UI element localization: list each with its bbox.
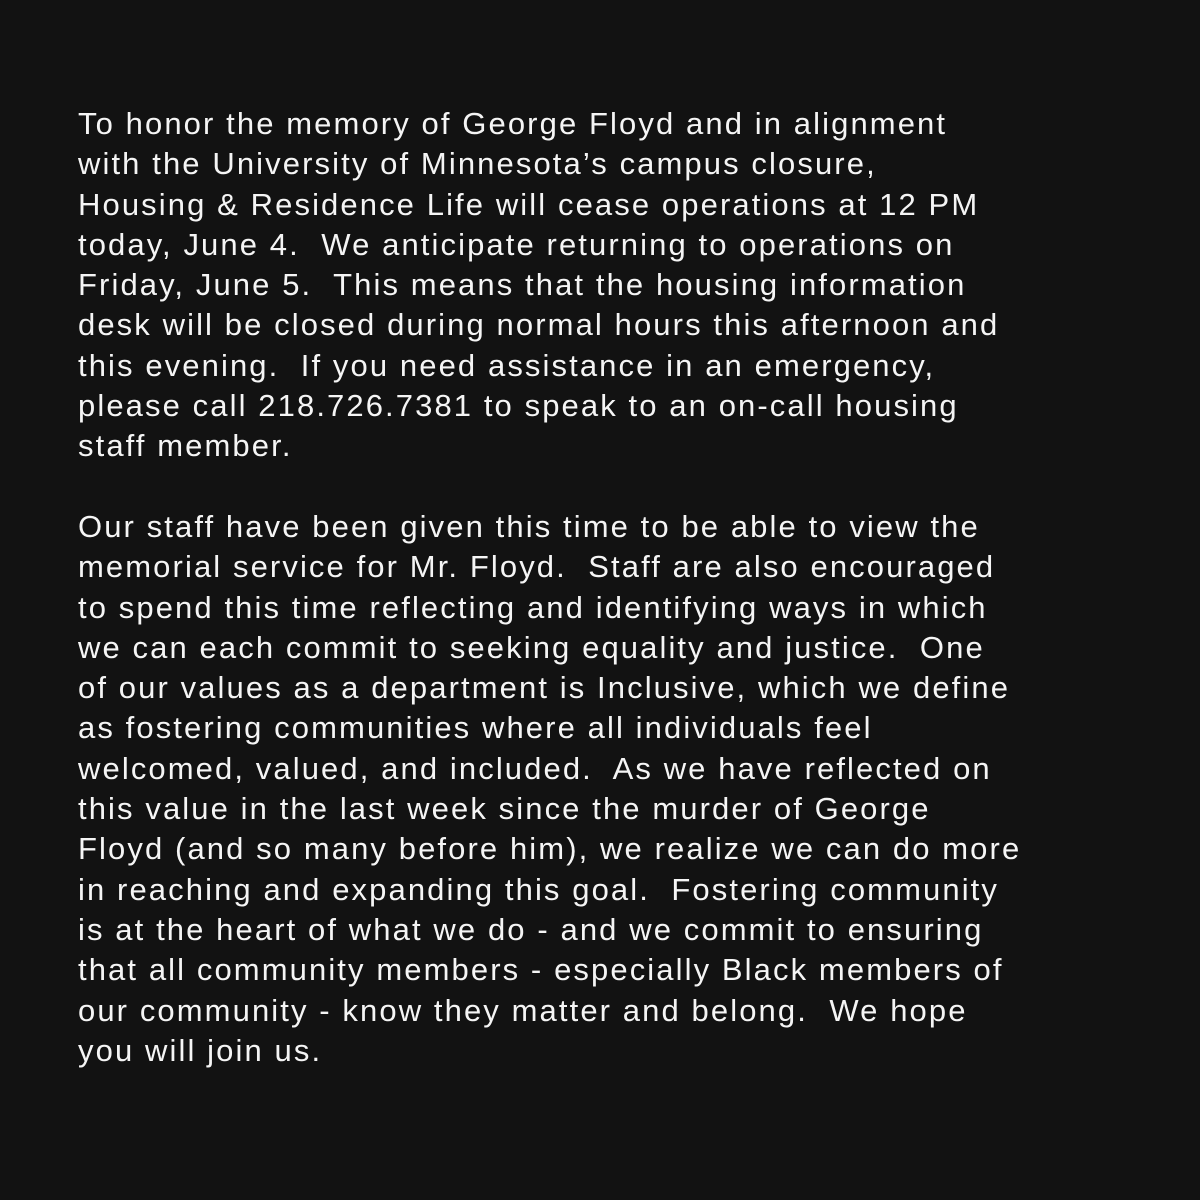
text-line: today, June 4. We anticipate returning to operations on xyxy=(78,226,955,262)
text-line: with the University of Minnesota’s campus closure, xyxy=(78,146,877,182)
text-line: To honor the memory of George Floyd and in alignment xyxy=(78,106,948,141)
text-line: Floyd (and so many before him), we realize we can do more xyxy=(78,831,1022,867)
text-line: Housing & Residence Life will cease operations at 12 PM xyxy=(78,186,980,222)
text-line: you will join us. xyxy=(78,1032,323,1068)
text-line: in reaching and expanding this goal. Fostering community xyxy=(78,871,999,907)
text-line: staff member. xyxy=(78,428,293,464)
text-line: that all community members - especially Black members of xyxy=(78,952,1004,988)
text-line: please call 218.726.7381 to speak to an on-call housing xyxy=(78,388,959,424)
text-line: of our values as a department is Inclusive, which we define xyxy=(78,670,1011,706)
statement-text xyxy=(78,104,1158,1071)
text-line: Friday, June 5. This means that the housing information xyxy=(78,267,967,303)
paragraph-closure-notice xyxy=(78,104,1158,467)
paragraph-commitment xyxy=(78,507,1158,1071)
text-line: to spend this time reflecting and identifying ways in which xyxy=(78,589,988,625)
text-line: is at the heart of what we do - and we commit to ensuring xyxy=(78,911,984,947)
text-line: memorial service for Mr. Floyd. Staff are also encouraged xyxy=(78,549,996,585)
text-line: we can each commit to seeking equality and justice. One xyxy=(78,629,985,665)
text-line: this evening. If you need assistance in an emergency, xyxy=(78,347,936,383)
text-line: our community - know they matter and belong. We hope xyxy=(78,992,968,1028)
text-line: as fostering communities where all individuals feel xyxy=(78,710,873,746)
text-line: Our staff have been given this time to be able to view the xyxy=(78,508,980,544)
text-line: this value in the last week since the murder of George xyxy=(78,791,931,827)
text-line: desk will be closed during normal hours this afternoon and xyxy=(78,307,1000,343)
text-line: welcomed, valued, and included. As we have reflected on xyxy=(78,750,992,786)
